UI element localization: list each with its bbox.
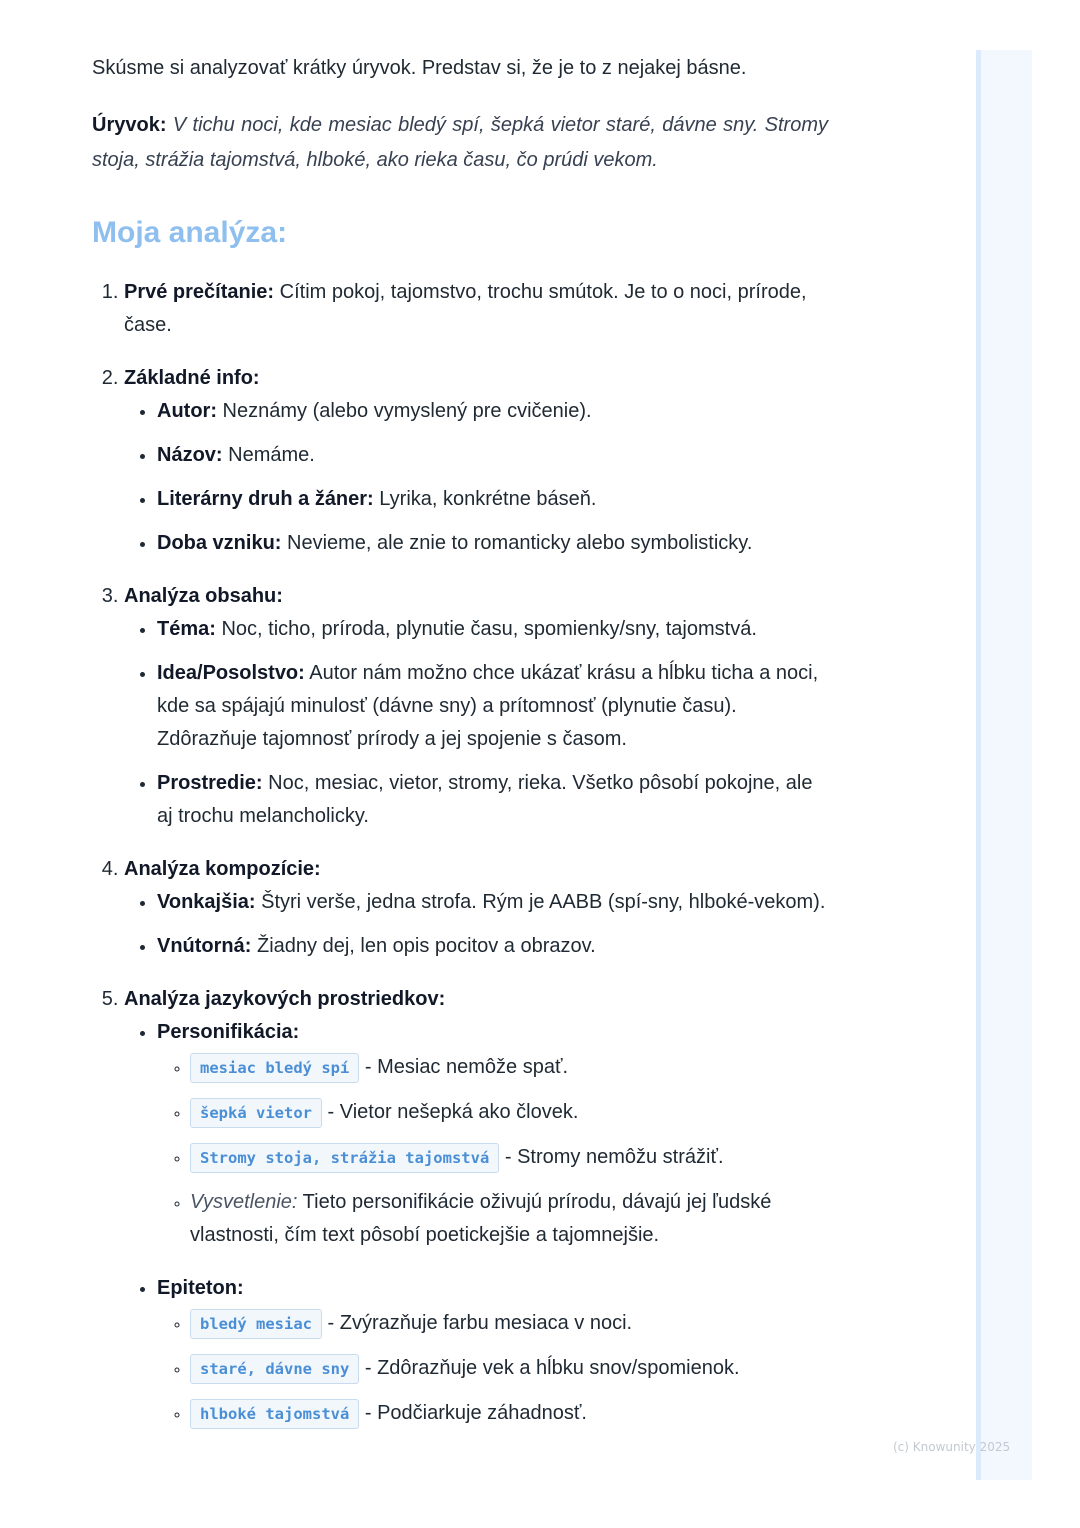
list-item xyxy=(157,767,828,833)
item-label: Vonkajšia: xyxy=(157,891,256,913)
epithet-item xyxy=(157,1272,828,1430)
item-text: Žiadny dej, len opis pocitov a obrazov. xyxy=(257,935,596,957)
code-snippet: bledý mesiac xyxy=(190,1309,322,1339)
section-text: Cítim pokoj, tajomstvo, trochu smútok. Je to o noci, prírode, čase. xyxy=(124,281,807,336)
item-text: Nemáme. xyxy=(228,444,315,466)
list-item xyxy=(157,439,828,472)
example-text: - Zdôrazňuje vek a hĺbku snov/spomienok. xyxy=(359,1357,740,1379)
section-language-analysis xyxy=(124,983,828,1430)
excerpt-text: V tichu noci, kde mesiac bledý spí, šepká vietor staré, dávne sny. Stromy stoja, strážia tajomstvá, hlboké, ako rieka času, čo prúdi vekom. xyxy=(92,114,829,171)
list-item xyxy=(157,395,828,428)
explanation-label: Vysvetlenie: xyxy=(190,1191,298,1213)
example-item xyxy=(190,1397,828,1430)
example-text: - Vietor nešepká ako človek. xyxy=(321,1101,579,1123)
composition-list xyxy=(124,886,828,963)
list-item xyxy=(157,886,828,919)
example-text: - Mesiac nemôže spať. xyxy=(359,1056,569,1078)
item-text: Štyri verše, jedna strofa. Rým je AABB (spí-sny, hlboké-vekom). xyxy=(261,891,826,913)
list-item xyxy=(157,483,828,516)
section-title: Analýza kompozície: xyxy=(124,858,321,880)
section-title: Analýza jazykových prostriedkov: xyxy=(124,988,446,1010)
language-devices-list xyxy=(124,1016,828,1430)
item-label: Vnútorná: xyxy=(157,935,252,957)
item-label: Doba vzniku: xyxy=(157,532,282,554)
item-label: Názov: xyxy=(157,444,223,466)
example-item xyxy=(190,1307,828,1340)
epithet-examples xyxy=(157,1307,828,1430)
example-text: - Stromy nemôžu strážiť. xyxy=(499,1146,724,1168)
list-item xyxy=(157,930,828,963)
example-text: - Podčiarkuje záhadnosť. xyxy=(359,1402,587,1424)
item-label: Téma: xyxy=(157,618,216,640)
item-text: Lyrika, konkrétne báseň. xyxy=(379,488,597,510)
example-item xyxy=(190,1051,828,1084)
section-first-reading xyxy=(124,276,828,342)
item-label: Idea/Posolstvo: xyxy=(157,662,305,684)
list-item xyxy=(157,657,828,756)
item-text: Noc, ticho, príroda, plynutie času, spomienky/sny, tajomstvá. xyxy=(221,618,757,640)
item-text: Noc, mesiac, vietor, stromy, rieka. Všetko pôsobí pokojne, ale aj trochu melancholicky. xyxy=(157,772,813,827)
analysis-list xyxy=(92,276,828,1430)
item-label: Autor: xyxy=(157,400,217,422)
content-analysis-list xyxy=(124,613,828,833)
code-snippet: Stromy stoja, strážia tajomstvá xyxy=(190,1143,499,1173)
item-text: Neznámy (alebo vymyslený pre cvičenie). xyxy=(222,400,592,422)
list-item xyxy=(157,613,828,646)
copyright-footer: (c) Knowunity 2025 xyxy=(893,1440,1011,1454)
section-title: Základné info: xyxy=(124,367,260,389)
example-item xyxy=(190,1141,828,1174)
item-label: Prostredie: xyxy=(157,772,263,794)
item-label: Personifikácia: xyxy=(157,1021,300,1043)
code-snippet: hlboké tajomstvá xyxy=(190,1399,359,1429)
side-panel xyxy=(976,50,1032,1480)
excerpt-paragraph xyxy=(92,108,828,178)
section-composition-analysis xyxy=(124,853,828,963)
section-title: Prvé prečítanie: xyxy=(124,281,275,303)
code-snippet: staré, dávne sny xyxy=(190,1354,359,1384)
code-snippet: mesiac bledý spí xyxy=(190,1053,359,1083)
item-label: Literárny druh a žáner: xyxy=(157,488,374,510)
explanation-item xyxy=(190,1186,828,1252)
item-text: Nevieme, ale znie to romanticky alebo symbolisticky. xyxy=(287,532,753,554)
section-basic-info xyxy=(124,362,828,560)
section-content-analysis xyxy=(124,580,828,833)
item-label: Epiteton: xyxy=(157,1277,244,1299)
list-item xyxy=(157,527,828,560)
code-snippet: šepká vietor xyxy=(190,1098,322,1128)
section-title: Analýza obsahu: xyxy=(124,585,283,607)
personification-examples xyxy=(157,1051,828,1252)
explanation-text: Tieto personifikácie oživujú prírodu, dávajú jej ľudské vlastnosti, čím text pôsobí poetickejšie a tajomnejšie. xyxy=(190,1191,772,1246)
excerpt-label: Úryvok: xyxy=(92,114,167,136)
example-item xyxy=(190,1352,828,1385)
example-text: - Zvýrazňuje farbu mesiaca v noci. xyxy=(321,1312,633,1334)
example-item xyxy=(190,1096,828,1129)
analysis-heading: Moja analýza: xyxy=(92,216,288,249)
personification-item xyxy=(157,1016,828,1252)
item-text: Autor nám možno chce ukázať krásu a hĺbku ticha a noci, kde sa spájajú minulosť (dávne sny) a prítomnosť (plynutie času). Zdôrazňuje tajomnosť prírody a jej spojenie s časom. xyxy=(157,662,819,750)
document-content xyxy=(92,52,828,1450)
basic-info-list xyxy=(124,395,828,560)
intro-paragraph: Skúsme si analyzovať krátky úryvok. Predstav si, že je to z nejakej básne. xyxy=(92,57,747,79)
